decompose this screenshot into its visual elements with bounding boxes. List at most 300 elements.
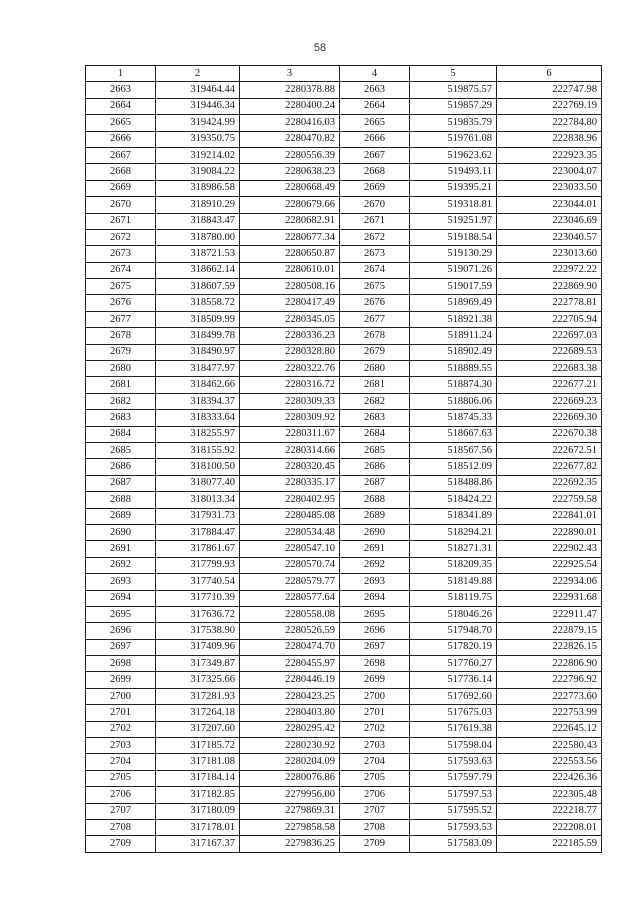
y-coordinate-cell: 223013.60 xyxy=(497,246,602,262)
point-number-cell: 2705 xyxy=(86,770,156,786)
y-coordinate-cell: 222784.80 xyxy=(497,115,602,131)
y-coordinate-cell: 2280638.23 xyxy=(240,164,340,180)
point-number-cell: 2670 xyxy=(86,197,156,213)
x-coordinate-cell: 318155.92 xyxy=(156,442,240,458)
point-number-cell: 2695 xyxy=(340,606,410,622)
point-number-cell: 2686 xyxy=(86,459,156,475)
x-coordinate-cell: 518889.55 xyxy=(410,361,497,377)
y-coordinate-cell: 2280230.92 xyxy=(240,738,340,754)
table-row xyxy=(86,508,602,524)
x-coordinate-cell: 318607.59 xyxy=(156,279,240,295)
table-row xyxy=(86,279,602,295)
y-coordinate-cell: 222925.54 xyxy=(497,557,602,573)
y-coordinate-cell: 2280677.34 xyxy=(240,229,340,245)
point-number-cell: 2689 xyxy=(340,508,410,524)
table-row xyxy=(86,639,602,655)
column-header: 1 xyxy=(86,66,156,82)
y-coordinate-cell: 2280558.08 xyxy=(240,606,340,622)
y-coordinate-cell: 2280320.45 xyxy=(240,459,340,475)
y-coordinate-cell: 2280526.59 xyxy=(240,623,340,639)
table-row xyxy=(86,836,602,852)
y-coordinate-cell: 222580.43 xyxy=(497,738,602,754)
table-row xyxy=(86,115,602,131)
page-number: 58 xyxy=(313,42,327,54)
point-number-cell: 2696 xyxy=(86,623,156,639)
x-coordinate-cell: 517760.27 xyxy=(410,656,497,672)
point-number-cell: 2668 xyxy=(86,164,156,180)
point-number-cell: 2705 xyxy=(340,770,410,786)
column-header: 2 xyxy=(156,66,240,82)
x-coordinate-cell: 318013.34 xyxy=(156,492,240,508)
y-coordinate-cell: 2280336.23 xyxy=(240,328,340,344)
y-coordinate-cell: 222185.59 xyxy=(497,836,602,852)
point-number-cell: 2701 xyxy=(340,705,410,721)
x-coordinate-cell: 517736.14 xyxy=(410,672,497,688)
y-coordinate-cell: 222838.96 xyxy=(497,131,602,147)
y-coordinate-cell: 223044.01 xyxy=(497,197,602,213)
y-coordinate-cell: 2280316.72 xyxy=(240,377,340,393)
y-coordinate-cell: 2280610.01 xyxy=(240,262,340,278)
y-coordinate-cell: 222869.90 xyxy=(497,279,602,295)
x-coordinate-cell: 317349.87 xyxy=(156,656,240,672)
x-coordinate-cell: 317409.96 xyxy=(156,639,240,655)
y-coordinate-cell: 2280446.19 xyxy=(240,672,340,688)
point-number-cell: 2680 xyxy=(86,361,156,377)
x-coordinate-cell: 317178.01 xyxy=(156,819,240,835)
y-coordinate-cell: 222670.38 xyxy=(497,426,602,442)
point-number-cell: 2664 xyxy=(340,98,410,114)
x-coordinate-cell: 319464.44 xyxy=(156,82,240,98)
point-number-cell: 2687 xyxy=(86,475,156,491)
table-row xyxy=(86,361,602,377)
point-number-cell: 2699 xyxy=(86,672,156,688)
table-row xyxy=(86,770,602,786)
x-coordinate-cell: 318077.40 xyxy=(156,475,240,491)
column-header: 3 xyxy=(240,66,340,82)
x-coordinate-cell: 518119.75 xyxy=(410,590,497,606)
table-row xyxy=(86,557,602,573)
point-number-cell: 2692 xyxy=(340,557,410,573)
y-coordinate-cell: 2280423.25 xyxy=(240,688,340,704)
x-coordinate-cell: 518488.86 xyxy=(410,475,497,491)
table-row xyxy=(86,180,602,196)
table-row xyxy=(86,82,602,98)
point-number-cell: 2671 xyxy=(86,213,156,229)
x-coordinate-cell: 519623.62 xyxy=(410,147,497,163)
point-number-cell: 2688 xyxy=(340,492,410,508)
point-number-cell: 2707 xyxy=(340,803,410,819)
table-row xyxy=(86,590,602,606)
point-number-cell: 2683 xyxy=(86,410,156,426)
x-coordinate-cell: 319424.99 xyxy=(156,115,240,131)
point-number-cell: 2706 xyxy=(86,787,156,803)
x-coordinate-cell: 317740.54 xyxy=(156,574,240,590)
y-coordinate-cell: 222669.30 xyxy=(497,410,602,426)
y-coordinate-cell: 2280534.48 xyxy=(240,524,340,540)
y-coordinate-cell: 222697.03 xyxy=(497,328,602,344)
y-coordinate-cell: 2280547.10 xyxy=(240,541,340,557)
point-number-cell: 2683 xyxy=(340,410,410,426)
x-coordinate-cell: 518209.35 xyxy=(410,557,497,573)
table-row xyxy=(86,442,602,458)
point-number-cell: 2673 xyxy=(86,246,156,262)
point-number-cell: 2667 xyxy=(340,147,410,163)
table-row xyxy=(86,328,602,344)
table-row xyxy=(86,377,602,393)
x-coordinate-cell: 317181.08 xyxy=(156,754,240,770)
x-coordinate-cell: 517619.38 xyxy=(410,721,497,737)
x-coordinate-cell: 317538.90 xyxy=(156,623,240,639)
table-row xyxy=(86,524,602,540)
y-coordinate-cell: 222683.38 xyxy=(497,361,602,377)
x-coordinate-cell: 317710.39 xyxy=(156,590,240,606)
point-number-cell: 2663 xyxy=(340,82,410,98)
x-coordinate-cell: 317799.93 xyxy=(156,557,240,573)
point-number-cell: 2667 xyxy=(86,147,156,163)
point-number-cell: 2688 xyxy=(86,492,156,508)
x-coordinate-cell: 518806.06 xyxy=(410,393,497,409)
point-number-cell: 2703 xyxy=(340,738,410,754)
x-coordinate-cell: 519071.26 xyxy=(410,262,497,278)
point-number-cell: 2685 xyxy=(340,442,410,458)
y-coordinate-cell: 2280204.09 xyxy=(240,754,340,770)
point-number-cell: 2700 xyxy=(340,688,410,704)
x-coordinate-cell: 518294.21 xyxy=(410,524,497,540)
x-coordinate-cell: 318499.78 xyxy=(156,328,240,344)
point-number-cell: 2674 xyxy=(86,262,156,278)
table-row xyxy=(86,606,602,622)
y-coordinate-cell: 2280579.77 xyxy=(240,574,340,590)
x-coordinate-cell: 519761.08 xyxy=(410,131,497,147)
table-row xyxy=(86,246,602,262)
point-number-cell: 2698 xyxy=(86,656,156,672)
point-number-cell: 2670 xyxy=(340,197,410,213)
table-row xyxy=(86,492,602,508)
y-coordinate-cell: 2280322.76 xyxy=(240,361,340,377)
x-coordinate-cell: 317180.09 xyxy=(156,803,240,819)
table-row xyxy=(86,393,602,409)
x-coordinate-cell: 317636.72 xyxy=(156,606,240,622)
point-number-cell: 2666 xyxy=(340,131,410,147)
y-coordinate-cell: 2280682.91 xyxy=(240,213,340,229)
x-coordinate-cell: 518271.31 xyxy=(410,541,497,557)
point-number-cell: 2686 xyxy=(340,459,410,475)
y-coordinate-cell: 222972.22 xyxy=(497,262,602,278)
y-coordinate-cell: 2280378.88 xyxy=(240,82,340,98)
x-coordinate-cell: 518567.56 xyxy=(410,442,497,458)
y-coordinate-cell: 222778.81 xyxy=(497,295,602,311)
x-coordinate-cell: 317167.37 xyxy=(156,836,240,852)
y-coordinate-cell: 2280679.66 xyxy=(240,197,340,213)
table-row xyxy=(86,344,602,360)
table-header-row xyxy=(86,66,602,82)
x-coordinate-cell: 318100.50 xyxy=(156,459,240,475)
point-number-cell: 2682 xyxy=(340,393,410,409)
point-number-cell: 2701 xyxy=(86,705,156,721)
point-number-cell: 2677 xyxy=(86,311,156,327)
y-coordinate-cell: 2279956.00 xyxy=(240,787,340,803)
x-coordinate-cell: 519130.29 xyxy=(410,246,497,262)
x-coordinate-cell: 318780.00 xyxy=(156,229,240,245)
table-row xyxy=(86,213,602,229)
table-row xyxy=(86,541,602,557)
table-row xyxy=(86,311,602,327)
point-number-cell: 2665 xyxy=(86,115,156,131)
x-coordinate-cell: 517948.70 xyxy=(410,623,497,639)
point-number-cell: 2697 xyxy=(340,639,410,655)
table-row xyxy=(86,787,602,803)
x-coordinate-cell: 518046.26 xyxy=(410,606,497,622)
y-coordinate-cell: 222902.43 xyxy=(497,541,602,557)
y-coordinate-cell: 223040.57 xyxy=(497,229,602,245)
y-coordinate-cell: 222931.68 xyxy=(497,590,602,606)
y-coordinate-cell: 2280577.64 xyxy=(240,590,340,606)
y-coordinate-cell: 2280485.08 xyxy=(240,508,340,524)
x-coordinate-cell: 317185.72 xyxy=(156,738,240,754)
x-coordinate-cell: 517583.09 xyxy=(410,836,497,852)
x-coordinate-cell: 317207.60 xyxy=(156,721,240,737)
x-coordinate-cell: 317182.85 xyxy=(156,787,240,803)
point-number-cell: 2685 xyxy=(86,442,156,458)
table-row xyxy=(86,623,602,639)
point-number-cell: 2674 xyxy=(340,262,410,278)
y-coordinate-cell: 222208.01 xyxy=(497,819,602,835)
table-row xyxy=(86,229,602,245)
point-number-cell: 2700 xyxy=(86,688,156,704)
y-coordinate-cell: 2280556.39 xyxy=(240,147,340,163)
y-coordinate-cell: 222796.92 xyxy=(497,672,602,688)
x-coordinate-cell: 318255.97 xyxy=(156,426,240,442)
x-coordinate-cell: 318490.97 xyxy=(156,344,240,360)
y-coordinate-cell: 222692.35 xyxy=(497,475,602,491)
x-coordinate-cell: 519251.97 xyxy=(410,213,497,229)
point-number-cell: 2680 xyxy=(340,361,410,377)
point-number-cell: 2684 xyxy=(86,426,156,442)
x-coordinate-cell: 519318.81 xyxy=(410,197,497,213)
x-coordinate-cell: 318394.37 xyxy=(156,393,240,409)
y-coordinate-cell: 222672.51 xyxy=(497,442,602,458)
point-number-cell: 2693 xyxy=(86,574,156,590)
point-number-cell: 2676 xyxy=(340,295,410,311)
x-coordinate-cell: 517593.63 xyxy=(410,754,497,770)
y-coordinate-cell: 222553.56 xyxy=(497,754,602,770)
x-coordinate-cell: 517597.53 xyxy=(410,787,497,803)
point-number-cell: 2706 xyxy=(340,787,410,803)
y-coordinate-cell: 222923.35 xyxy=(497,147,602,163)
table-row xyxy=(86,803,602,819)
x-coordinate-cell: 317281.93 xyxy=(156,688,240,704)
table-row xyxy=(86,574,602,590)
x-coordinate-cell: 517595.52 xyxy=(410,803,497,819)
y-coordinate-cell: 222759.58 xyxy=(497,492,602,508)
point-number-cell: 2694 xyxy=(86,590,156,606)
point-number-cell: 2678 xyxy=(340,328,410,344)
x-coordinate-cell: 317325.66 xyxy=(156,672,240,688)
x-coordinate-cell: 518667.63 xyxy=(410,426,497,442)
y-coordinate-cell: 222826.15 xyxy=(497,639,602,655)
point-number-cell: 2696 xyxy=(340,623,410,639)
point-number-cell: 2679 xyxy=(340,344,410,360)
point-number-cell: 2672 xyxy=(340,229,410,245)
table-row xyxy=(86,738,602,754)
point-number-cell: 2698 xyxy=(340,656,410,672)
point-number-cell: 2694 xyxy=(340,590,410,606)
y-coordinate-cell: 2279858.58 xyxy=(240,819,340,835)
point-number-cell: 2708 xyxy=(86,819,156,835)
x-coordinate-cell: 518149.88 xyxy=(410,574,497,590)
y-coordinate-cell: 2280570.74 xyxy=(240,557,340,573)
x-coordinate-cell: 318509.99 xyxy=(156,311,240,327)
x-coordinate-cell: 318910.29 xyxy=(156,197,240,213)
x-coordinate-cell: 517593.53 xyxy=(410,819,497,835)
y-coordinate-cell: 222689.53 xyxy=(497,344,602,360)
y-coordinate-cell: 2280508.16 xyxy=(240,279,340,295)
table-row xyxy=(86,705,602,721)
point-number-cell: 2697 xyxy=(86,639,156,655)
point-number-cell: 2690 xyxy=(86,524,156,540)
table-row xyxy=(86,688,602,704)
point-number-cell: 2702 xyxy=(86,721,156,737)
y-coordinate-cell: 2280335.17 xyxy=(240,475,340,491)
point-number-cell: 2691 xyxy=(86,541,156,557)
y-coordinate-cell: 222645.12 xyxy=(497,721,602,737)
x-coordinate-cell: 519395.21 xyxy=(410,180,497,196)
point-number-cell: 2663 xyxy=(86,82,156,98)
x-coordinate-cell: 518341.89 xyxy=(410,508,497,524)
y-coordinate-cell: 2280416.03 xyxy=(240,115,340,131)
x-coordinate-cell: 317931.73 xyxy=(156,508,240,524)
coordinates-table xyxy=(85,65,602,853)
x-coordinate-cell: 318462.66 xyxy=(156,377,240,393)
x-coordinate-cell: 519188.54 xyxy=(410,229,497,245)
y-coordinate-cell: 222677.82 xyxy=(497,459,602,475)
table-row xyxy=(86,475,602,491)
y-coordinate-cell: 2280314.66 xyxy=(240,442,340,458)
point-number-cell: 2675 xyxy=(86,279,156,295)
y-coordinate-cell: 222218.77 xyxy=(497,803,602,819)
point-number-cell: 2709 xyxy=(86,836,156,852)
point-number-cell: 2695 xyxy=(86,606,156,622)
point-number-cell: 2692 xyxy=(86,557,156,573)
table-row xyxy=(86,656,602,672)
table-row xyxy=(86,410,602,426)
point-number-cell: 2682 xyxy=(86,393,156,409)
x-coordinate-cell: 518969.49 xyxy=(410,295,497,311)
x-coordinate-cell: 519875.57 xyxy=(410,82,497,98)
x-coordinate-cell: 517675.03 xyxy=(410,705,497,721)
y-coordinate-cell: 222769.19 xyxy=(497,98,602,114)
table-row xyxy=(86,98,602,114)
point-number-cell: 2665 xyxy=(340,115,410,131)
point-number-cell: 2673 xyxy=(340,246,410,262)
y-coordinate-cell: 2280650.87 xyxy=(240,246,340,262)
point-number-cell: 2704 xyxy=(86,754,156,770)
table-row xyxy=(86,426,602,442)
point-number-cell: 2703 xyxy=(86,738,156,754)
point-number-cell: 2676 xyxy=(86,295,156,311)
x-coordinate-cell: 318721.53 xyxy=(156,246,240,262)
point-number-cell: 2671 xyxy=(340,213,410,229)
table-row xyxy=(86,754,602,770)
y-coordinate-cell: 222753.99 xyxy=(497,705,602,721)
x-coordinate-cell: 519835.79 xyxy=(410,115,497,131)
y-coordinate-cell: 223033.50 xyxy=(497,180,602,196)
y-coordinate-cell: 222911.47 xyxy=(497,606,602,622)
y-coordinate-cell: 2280309.92 xyxy=(240,410,340,426)
y-coordinate-cell: 2279869.31 xyxy=(240,803,340,819)
x-coordinate-cell: 318986.58 xyxy=(156,180,240,196)
x-coordinate-cell: 517692.60 xyxy=(410,688,497,704)
y-coordinate-cell: 222669.23 xyxy=(497,393,602,409)
y-coordinate-cell: 223004.07 xyxy=(497,164,602,180)
table-row xyxy=(86,131,602,147)
x-coordinate-cell: 319446.34 xyxy=(156,98,240,114)
point-number-cell: 2675 xyxy=(340,279,410,295)
y-coordinate-cell: 2280417.49 xyxy=(240,295,340,311)
point-number-cell: 2672 xyxy=(86,229,156,245)
x-coordinate-cell: 318662.14 xyxy=(156,262,240,278)
point-number-cell: 2681 xyxy=(340,377,410,393)
y-coordinate-cell: 222890.01 xyxy=(497,524,602,540)
y-coordinate-cell: 222879.15 xyxy=(497,623,602,639)
x-coordinate-cell: 319084.22 xyxy=(156,164,240,180)
y-coordinate-cell: 2280400.24 xyxy=(240,98,340,114)
y-coordinate-cell: 222705.94 xyxy=(497,311,602,327)
table-body xyxy=(86,82,602,852)
x-coordinate-cell: 318843.47 xyxy=(156,213,240,229)
x-coordinate-cell: 318477.97 xyxy=(156,361,240,377)
y-coordinate-cell: 2280403.80 xyxy=(240,705,340,721)
point-number-cell: 2687 xyxy=(340,475,410,491)
point-number-cell: 2678 xyxy=(86,328,156,344)
y-coordinate-cell: 2280076.86 xyxy=(240,770,340,786)
y-coordinate-cell: 222806.90 xyxy=(497,656,602,672)
y-coordinate-cell: 2279836.25 xyxy=(240,836,340,852)
y-coordinate-cell: 222841.01 xyxy=(497,508,602,524)
point-number-cell: 2702 xyxy=(340,721,410,737)
x-coordinate-cell: 519493.11 xyxy=(410,164,497,180)
column-header: 6 xyxy=(497,66,602,82)
x-coordinate-cell: 319214.02 xyxy=(156,147,240,163)
x-coordinate-cell: 317184.14 xyxy=(156,770,240,786)
y-coordinate-cell: 222305.48 xyxy=(497,787,602,803)
x-coordinate-cell: 518424.22 xyxy=(410,492,497,508)
point-number-cell: 2679 xyxy=(86,344,156,360)
column-header: 5 xyxy=(410,66,497,82)
y-coordinate-cell: 2280668.49 xyxy=(240,180,340,196)
point-number-cell: 2681 xyxy=(86,377,156,393)
x-coordinate-cell: 317884.47 xyxy=(156,524,240,540)
y-coordinate-cell: 2280470.82 xyxy=(240,131,340,147)
table-row xyxy=(86,819,602,835)
y-coordinate-cell: 2280474.70 xyxy=(240,639,340,655)
point-number-cell: 2664 xyxy=(86,98,156,114)
y-coordinate-cell: 2280309.33 xyxy=(240,393,340,409)
x-coordinate-cell: 518874.30 xyxy=(410,377,497,393)
y-coordinate-cell: 222747.98 xyxy=(497,82,602,98)
column-header: 4 xyxy=(340,66,410,82)
y-coordinate-cell: 222677.21 xyxy=(497,377,602,393)
x-coordinate-cell: 518745.33 xyxy=(410,410,497,426)
x-coordinate-cell: 518902.49 xyxy=(410,344,497,360)
table-row xyxy=(86,672,602,688)
point-number-cell: 2677 xyxy=(340,311,410,327)
point-number-cell: 2691 xyxy=(340,541,410,557)
y-coordinate-cell: 222773.60 xyxy=(497,688,602,704)
x-coordinate-cell: 317264.18 xyxy=(156,705,240,721)
table-row xyxy=(86,164,602,180)
table-row xyxy=(86,262,602,278)
